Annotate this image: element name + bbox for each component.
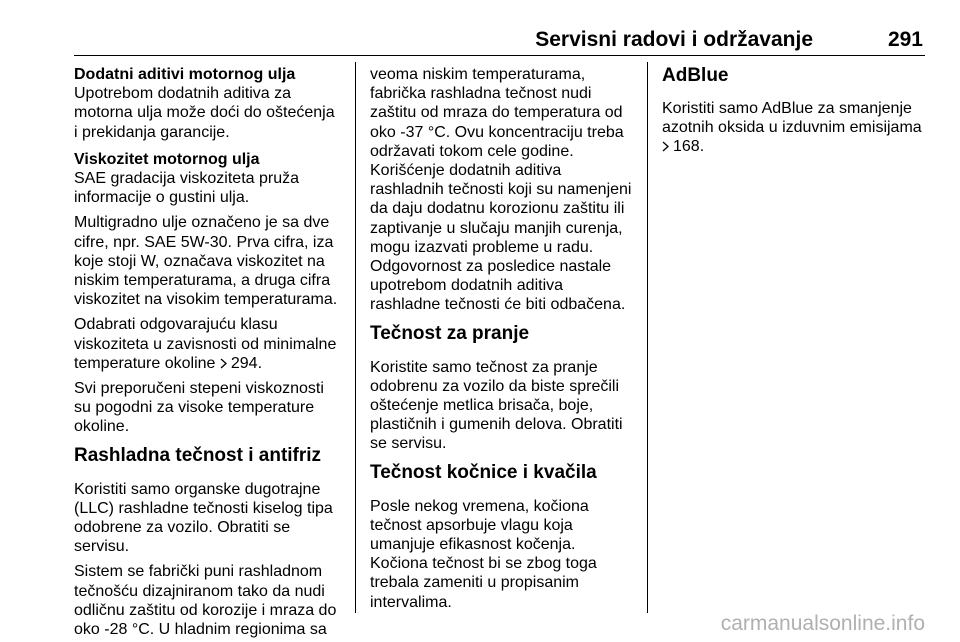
column-3 xyxy=(662,65,942,163)
page-number: 291 xyxy=(887,28,923,51)
paragraph-multigrade: Multigradno ulje označeno je sa dve cifre, npr. SAE 5W-30. Prva cifra, iza koje stoji W, označava viskozitet na niskim temperaturama, a druga cifra viskozitet na visokim temperaturama. xyxy=(74,214,338,309)
paragraph-brake-fluid: Posle nekog vremena, kočiona tečnost apsorbuje vlagu koja umanjuje efikasnost kočenja. Kočiona tečnost bi se zbog toga trebala zameniti u propisanim intervalima. xyxy=(370,497,597,611)
paragraph-oil-additives: Upotrebom dodatnih aditiva za motorna ulja može doći do oštećenja i prekidanja garancije. xyxy=(74,85,335,141)
page-reference-link[interactable]: 294. xyxy=(230,354,263,372)
section-heading-coolant: Rashladna tečnost i antifriz xyxy=(74,444,322,466)
column-2 xyxy=(370,65,645,612)
header-divider xyxy=(74,55,925,56)
page-reference-arrow-icon xyxy=(662,141,669,152)
paragraph-viscosity-class xyxy=(74,315,346,373)
page-reference-link[interactable]: 168. xyxy=(673,138,705,156)
paragraph-adblue xyxy=(662,99,942,157)
paragraph-viscosity-class-text: Odabrati odgovarajuću klasu viskoziteta u zavisnosti od minimalne temperature okoline xyxy=(74,316,337,372)
paragraph-adblue-text: Koristiti samo AdBlue za smanjenje azotnih oksida u izduvnim emisijama xyxy=(662,100,922,137)
paragraph-coolant-type: Koristiti samo organske dugotrajne (LLC) rashladne tečnosti kiselog tipa odobrene za vozilo. Obratiti se servisu. xyxy=(74,480,333,556)
section-heading-oil-viscosity: Viskozitet motornog ulja xyxy=(74,150,260,168)
column-1 xyxy=(74,65,346,639)
paragraph-washer-fluid: Koristite samo tečnost za pranje odobrenu za vozilo da biste sprečili oštećenje metlica brisača, boje, plastičnih i gumenih delova. Obratiti se servisu. xyxy=(370,358,623,453)
section-heading-adblue: AdBlue xyxy=(662,65,729,86)
paragraph-coolant-continued: veoma niskim temperaturama, fabrička rashladna tečnost nudi zaštitu od mraza do temperatura od oko -37 °C. Ovu koncentraciju treba održavati tokom cele godine. Korišćenje dodatnih aditiva rashladnih tečnosti koji su namenjeni da daju dodatnu korozionu zaštitu ili zaptivanje u slučaju manjih curenja, mogu izazvati probleme u radu. Odgovornost za posledice nastale upotrebom dodatnih aditiva rashladne tečnosti će biti odbačena. xyxy=(370,66,632,314)
section-heading-oil-additives: Dodatni aditivi motornog ulja xyxy=(74,66,296,83)
section-heading-washer-fluid: Tečnost za pranje xyxy=(370,322,530,344)
column-divider-1 xyxy=(355,62,356,613)
column-divider-2 xyxy=(647,62,648,613)
paragraph-sae-grade: SAE gradacija viskoziteta pruža informacije o gustini ulja. xyxy=(74,170,299,207)
watermark: carmanualsonline.info xyxy=(720,612,925,635)
section-heading-brake-fluid: Tečnost kočnice i kvačila xyxy=(370,461,597,483)
page-reference-arrow-icon xyxy=(220,358,227,369)
paragraph-coolant-factory-fill: Sistem se fabrički puni rashladnom tečnošću dizajniranom tako da nudi odličnu zaštitu od korozije i mraza do oko -28 °C. U hladnim regionima sa xyxy=(74,563,337,639)
paragraph-recommended-grades: Svi preporučeni stepeni viskoznosti su pogodni za visoke temperature okoline. xyxy=(74,380,324,436)
page-title: Servisni radovi i održavanje xyxy=(535,28,813,51)
